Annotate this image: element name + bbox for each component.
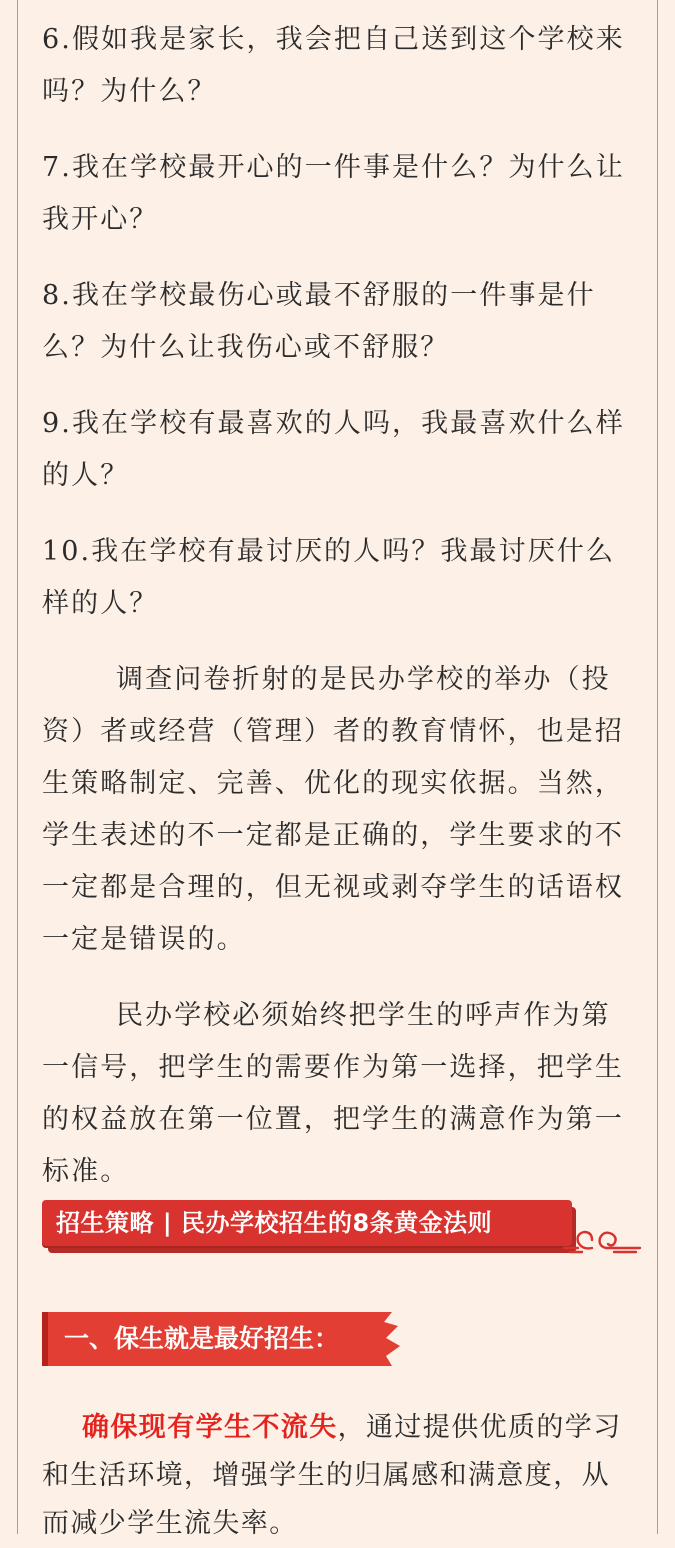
banner-title: 招生策略 | 民办学校招生的8条黄金法则	[56, 1209, 493, 1237]
principle-paragraph: 民办学校必须始终把学生的呼声作为第一信号，把学生的需要作为第一选择，把学生的权益放在第一位置，把学生的满意作为第一标准。	[42, 1000, 624, 1187]
left-frame-line	[17, 0, 18, 1534]
survey-paragraph: 调查问卷折射的是民办学校的举办（投资）者或经营（管理）者的教育情怀，也是招生策略制定、完善、优化的现实依据。当然，学生表述的不一定都是正确的，学生要求的不一定都是合理的，但无视或剥夺学生的话语权一定是错误的。	[42, 664, 624, 955]
auspicious-cloud-icon	[562, 1218, 646, 1262]
question-7: 7.我在学校最开心的一件事是什么？为什么让我开心？	[42, 152, 625, 235]
right-frame-line	[657, 0, 658, 1534]
section-heading	[42, 1312, 402, 1366]
strategy-banner[interactable]	[42, 1200, 582, 1252]
highlight-text: 确保现有学生不流失	[82, 1412, 338, 1443]
retention-paragraph	[42, 1404, 638, 1548]
section-heading-text: 一、保生就是最好招生：	[64, 1324, 340, 1353]
paragraph-rest: ，通过提供优质的学习和生活环境，增强学生的归属感和满意度，从而减少学生流失率。	[42, 1412, 622, 1539]
question-8: 8.我在学校最伤心或最不舒服的一件事是什么？为什么让我伤心或不舒服？	[42, 280, 596, 363]
question-9: 9.我在学校有最喜欢的人吗，我最喜欢什么样的人？	[42, 408, 625, 491]
question-6: 6.假如我是家长，我会把自己送到这个学校来吗？为什么？	[42, 24, 625, 107]
article-body	[42, 14, 638, 1198]
question-10: 10.我在学校有最讨厌的人吗？我最讨厌什么样的人？	[42, 536, 616, 619]
